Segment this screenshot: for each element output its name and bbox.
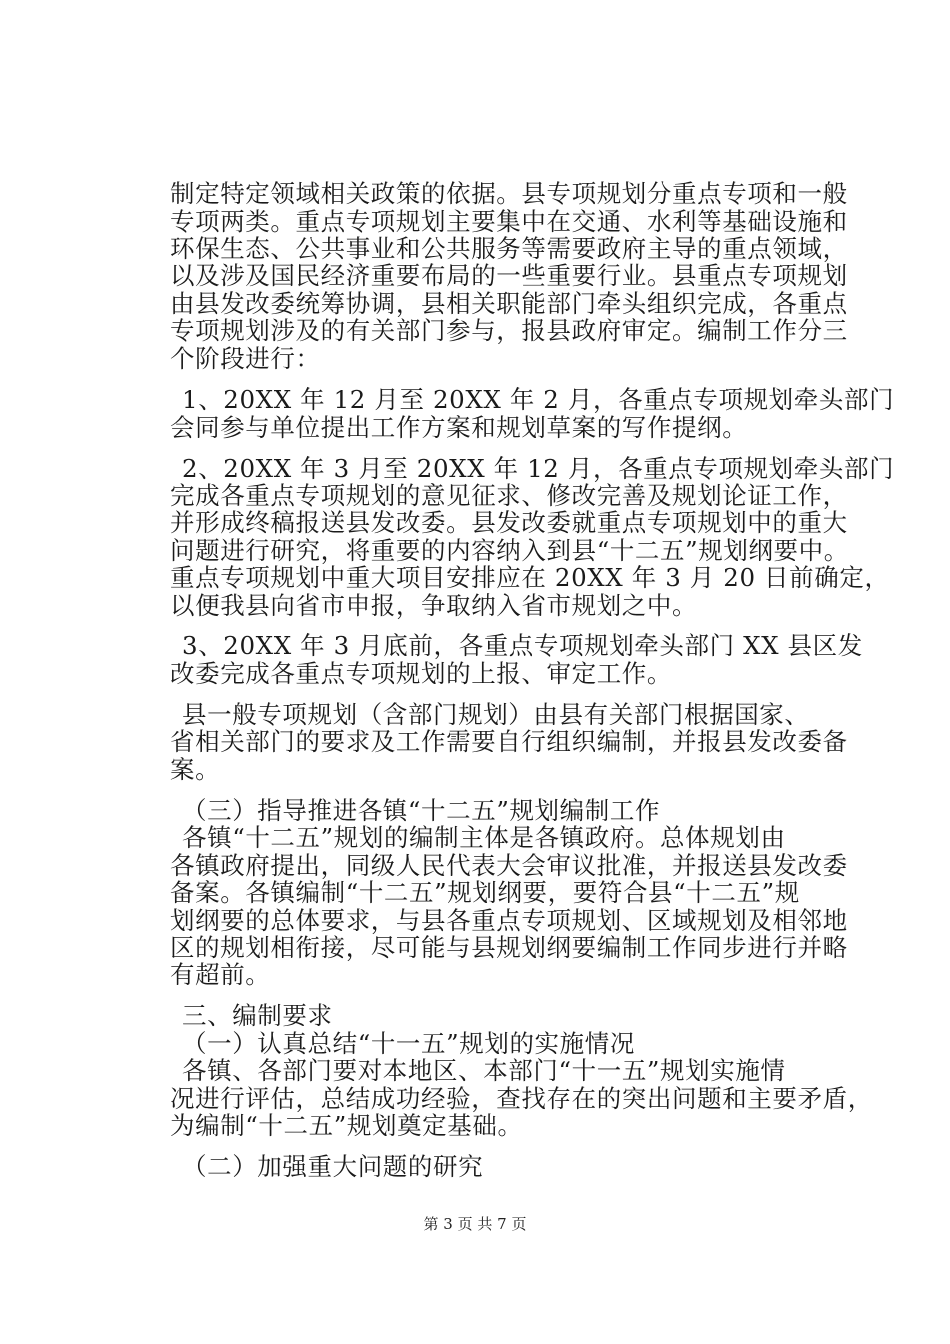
- paragraph-start: 各镇、各部门要对本地区、本部门“十一五”规划实施情: [182, 1056, 786, 1085]
- subsection-heading: （二）加强重大问题的研究: [182, 1152, 484, 1181]
- body-line: 制定特定领域相关政策的依据。县专项规划分重点专项和一般: [170, 179, 848, 208]
- paragraph-start: 县一般专项规划（含部门规划）由县有关部门根据国家、: [182, 700, 810, 729]
- body-line: 为编制“十二五”规划奠定基础。: [170, 1111, 523, 1140]
- body-line: 案。: [170, 755, 221, 784]
- body-line: 完成各重点专项规划的意见征求、修改完善及规划论证工作，: [170, 481, 848, 510]
- body-line: 由县发改委统筹协调，县相关职能部门牵头组织完成，各重点: [170, 289, 848, 318]
- list-item-stage-1: 1、20XX 年 12 月至 20XX 年 2 月，各重点专项规划牵头部门: [182, 385, 895, 414]
- paragraph-start: 各镇“十二五”规划的编制主体是各镇政府。总体规划由: [182, 823, 786, 852]
- list-item-stage-3: 3、20XX 年 3 月底前，各重点专项规划牵头部门 XX 县区发: [182, 631, 863, 660]
- body-line: 以及涉及国民经济重要布局的一些重要行业。县重点专项规划: [170, 261, 848, 290]
- body-line: 划纲要的总体要求，与县各重点专项规划、区域规划及相邻地: [170, 906, 848, 935]
- body-line: 会同参与单位提出工作方案和规划草案的写作提纲。: [170, 413, 748, 442]
- section-heading: 三、编制要求: [182, 1001, 333, 1030]
- subsection-heading: （一）认真总结“十一五”规划的实施情况: [182, 1029, 635, 1058]
- body-line: 并形成终稿报送县发改委。县发改委就重点专项规划中的重大: [170, 508, 848, 537]
- body-line: 改委完成各重点专项规划的上报、审定工作。: [170, 659, 672, 688]
- body-line: 专项两类。重点专项规划主要集中在交通、水利等基础设施和: [170, 207, 848, 236]
- body-line: 专项规划涉及的有关部门参与，报县政府审定。编制工作分三: [170, 316, 848, 345]
- body-line: 省相关部门的要求及工作需要自行组织编制，并报县发改委备: [170, 727, 848, 756]
- body-line: 备案。各镇编制“十二五”规划纲要，要符合县“十二五”规: [170, 878, 800, 907]
- page-number-footer: 第 3 页 共 7 页: [423, 1215, 527, 1233]
- body-line: 重点专项规划中重大项目安排应在 20XX 年 3 月 20 日前确定，: [170, 563, 890, 592]
- list-item-stage-2: 2、20XX 年 3 月至 20XX 年 12 月，各重点专项规划牵头部门: [182, 454, 895, 483]
- body-line: 区的规划相衔接，尽可能与县规划纲要编制工作同步进行并略: [170, 933, 848, 962]
- body-line: 问题进行研究，将重要的内容纳入到县“十二五”规划纲要中。: [170, 536, 849, 565]
- body-line: 环保生态、公共事业和公共服务等需要政府主导的重点领域，: [170, 234, 848, 263]
- section-heading: （三）指导推进各镇“十二五”规划编制工作: [182, 796, 661, 825]
- body-line: 以便我县向省市申报，争取纳入省市规划之中。: [170, 591, 698, 620]
- body-line: 个阶段进行：: [170, 344, 321, 373]
- body-line: 况进行评估，总结成功经验，查找存在的突出问题和主要矛盾，: [170, 1084, 873, 1113]
- body-line: 各镇政府提出，同级人民代表大会审议批准，并报送县发改委: [170, 851, 848, 880]
- body-line: 有超前。: [170, 960, 271, 989]
